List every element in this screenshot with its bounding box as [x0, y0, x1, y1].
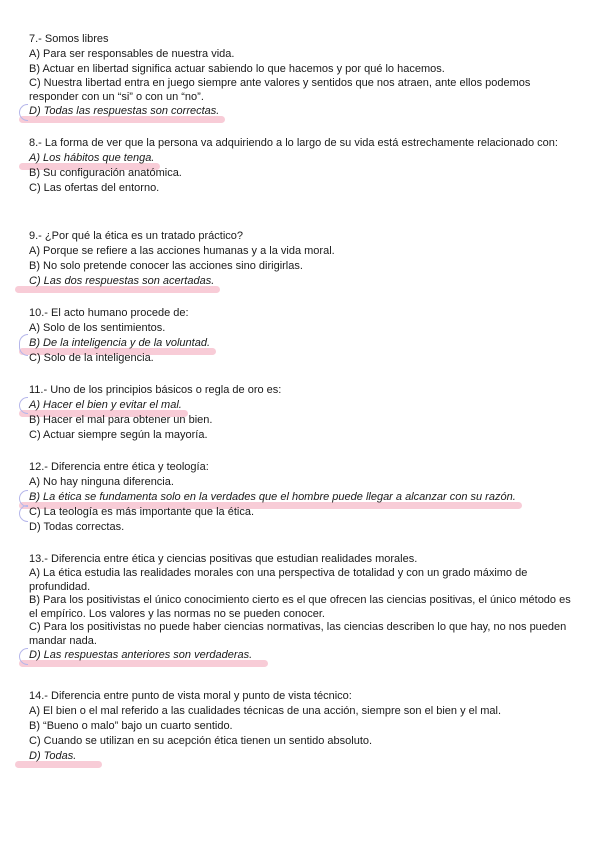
answer-circle-mark	[19, 334, 28, 356]
highlight-mark	[15, 761, 102, 768]
question-11	[29, 383, 577, 443]
question-title: 12.- Diferencia entre ética y teología:	[29, 461, 209, 473]
option-a: A) Porque se refiere a las acciones humanas y a la vida moral.	[29, 245, 335, 257]
option-c: C) Nuestra libertad entra en juego siempre ante valores y sentidos que nos atraen, ante ellos podemos responder con un “si” o con un “no”.	[29, 77, 531, 103]
option-c: C) Cuando se utilizan en su acepción ética tienen un sentido absoluto.	[29, 735, 373, 747]
option-c-selected	[29, 274, 577, 289]
option-b: B) Hacer el mal para obtener un bien.	[29, 414, 213, 426]
option-a-text: A) Hacer el bien y evitar el mal.	[29, 399, 182, 411]
option-d-selected	[29, 749, 577, 764]
option-b-selected	[29, 336, 577, 351]
option-a-text: A) Los hábitos que tenga.	[29, 151, 155, 164]
option-d-text: D) Las respuestas anteriores son verdaderas.	[29, 649, 253, 661]
option-d: D) Todas correctas.	[29, 521, 125, 533]
question-title: 13.- Diferencia entre ética y ciencias positivas que estudian realidades morales.	[29, 553, 418, 565]
question-12	[29, 460, 577, 535]
question-14	[29, 689, 577, 764]
question-10	[29, 306, 577, 366]
question-13	[29, 552, 577, 663]
option-a: A) No hay ninguna diferencia.	[29, 476, 174, 488]
option-a: A) La ética estudia las realidades morales con una perspectiva de totalidad y con un grado máximo de profundidad.	[29, 567, 528, 593]
question-title: 10.- El acto humano procede de:	[29, 307, 189, 319]
option-b-text: B) De la inteligencia y de la voluntad.	[29, 337, 210, 349]
option-a: A) El bien o el mal referido a las cualidades técnicas de una acción, siempre son el bien y el mal.	[29, 705, 502, 717]
option-c-text: C) Las dos respuestas son acertadas.	[29, 275, 215, 287]
option-c	[29, 505, 577, 520]
option-b: B) Actuar en libertad significa actuar sabiendo lo que hacemos y por qué lo hacemos.	[29, 63, 445, 75]
highlight-mark	[19, 660, 268, 667]
option-c: C) Para los positivistas no puede haber ciencias normativas, las ciencias describen lo que hay, no nos pueden mandar nada.	[29, 621, 567, 647]
question-title: 11.- Uno de los principios básicos o regla de oro es:	[29, 384, 282, 396]
option-c: C) Solo de la inteligencia.	[29, 352, 154, 364]
option-b: B) No solo pretende conocer las acciones sino dirigirlas.	[29, 260, 303, 272]
question-8	[29, 137, 577, 196]
highlight-mark	[15, 286, 220, 293]
option-b: B) Para los positivistas el único conocimiento cierto es el que ofrecen las ciencias positivas, el único método es el empírico. Los valores y las normas no se pueden conocer.	[29, 594, 571, 620]
option-c: C) Las ofertas del entorno.	[29, 181, 160, 194]
option-a: A) Para ser responsables de nuestra vida.	[29, 48, 235, 60]
highlight-mark	[19, 116, 225, 123]
option-b: B) Su configuración anatómica.	[29, 166, 182, 179]
question-9	[29, 229, 577, 289]
question-title: 9.- ¿Por qué la ética es un tratado práctico?	[29, 230, 244, 242]
question-title: 8.- La forma de ver que la persona va adquiriendo a lo largo de su vida está estrechamente relacionado con:	[29, 137, 558, 149]
option-c: C) Actuar siempre según la mayoría.	[29, 429, 208, 441]
option-b: B) “Bueno o malo” bajo un cuarto sentido.	[29, 720, 233, 732]
option-d-selected	[29, 104, 577, 119]
option-b-selected	[29, 490, 577, 505]
option-a: A) Solo de los sentimientos.	[29, 322, 166, 334]
circle-mark	[19, 505, 28, 522]
option-d-text: D) Todas las respuestas son correctas.	[29, 105, 220, 117]
question-title: 14.- Diferencia entre punto de vista moral y punto de vista técnico:	[29, 690, 352, 702]
question-title: 7.- Somos libres	[29, 33, 109, 45]
option-b-text: B) La ética se fundamenta solo en la verdades que el hombre puede llegar a alcanzar con su razón.	[29, 491, 516, 503]
option-c-text: C) La teología es más importante que la ética.	[29, 506, 255, 518]
option-d-text: D) Todas.	[29, 750, 77, 762]
option-d-selected	[29, 648, 577, 663]
option-a-selected	[29, 398, 577, 413]
option-a-selected	[29, 151, 577, 166]
question-7	[29, 32, 577, 119]
